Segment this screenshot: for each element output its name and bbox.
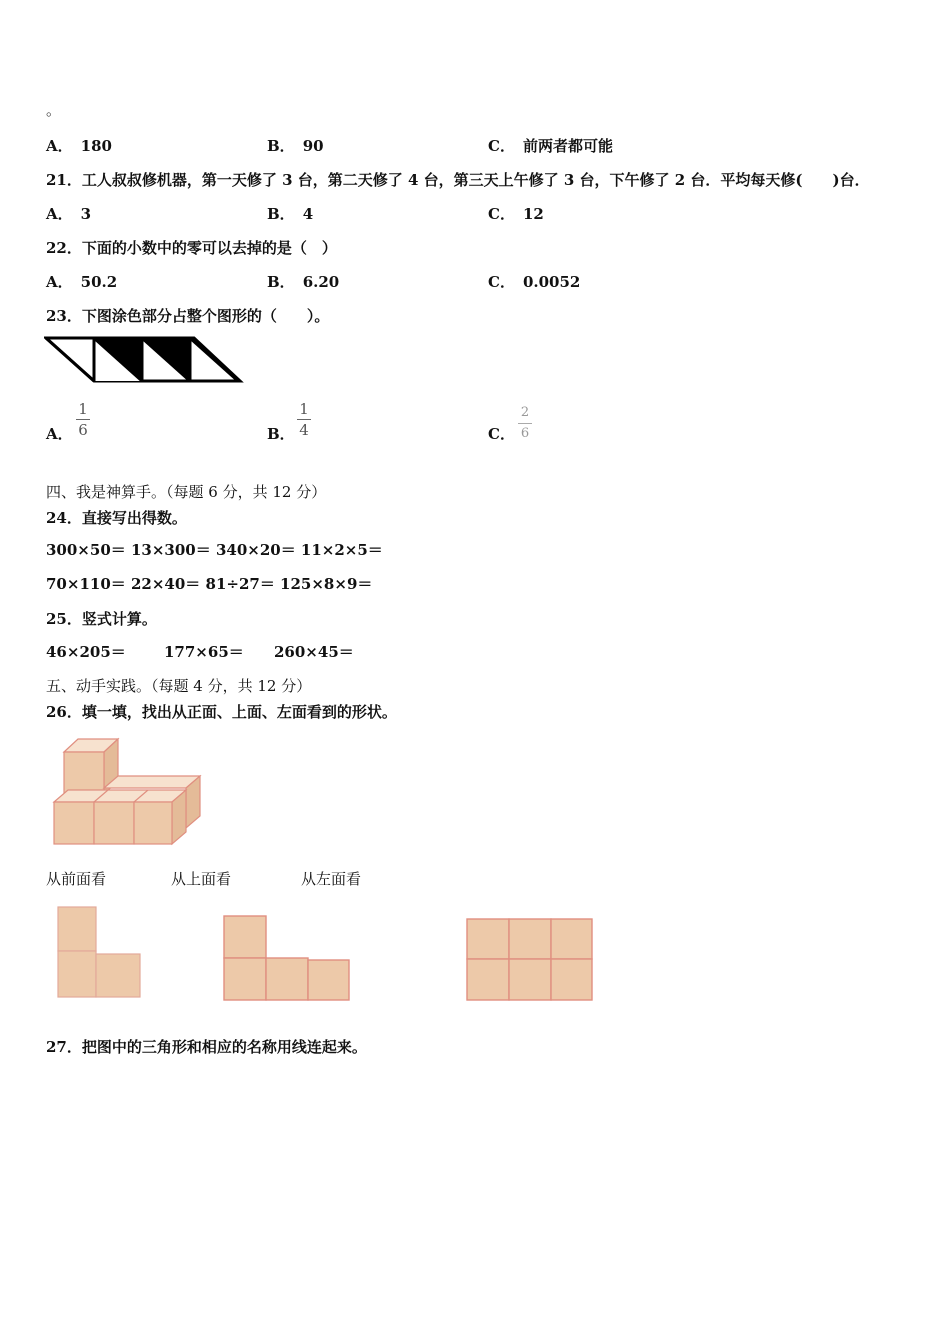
option-text: 12	[522, 205, 544, 223]
option-label: A．	[46, 425, 73, 443]
q23-question: 23．下图涂色部分占整个图形的（ ）。	[46, 307, 330, 325]
q27-question: 27．把图中的三角形和相应的名称用线连起来。	[46, 1038, 367, 1056]
q22-question: 22．下面的小数中的零可以去掉的是（ ）	[46, 239, 337, 257]
option-label: B．	[267, 205, 295, 223]
q26-question: 26．填一填，找出从正面、上面、左面看到的形状。	[46, 703, 397, 721]
option-label: B．	[267, 273, 295, 291]
top-view-shape	[220, 912, 353, 1004]
option-label: C．	[488, 205, 515, 223]
front-view-label: 从前面看	[46, 870, 107, 888]
q21-option-c[interactable]	[488, 204, 544, 224]
q22-option-a[interactable]	[46, 272, 117, 292]
q22-option-c[interactable]	[488, 272, 580, 292]
left-view-label: 从左面看	[301, 870, 362, 888]
q25-expression-2: 177×65＝	[164, 643, 244, 661]
q20-option-b[interactable]	[267, 136, 324, 156]
option-label: A．	[46, 273, 73, 291]
q24-row-2: 70×110＝ 22×40＝ 81÷27＝ 125×8×9＝	[46, 575, 373, 593]
front-view-shape	[54, 904, 144, 1000]
option-text: 前两者都可能	[522, 137, 613, 155]
q21-option-a[interactable]	[46, 204, 91, 224]
option-text: 6.20	[302, 273, 340, 291]
section-four-heading: 四、我是神算手。（每题 6 分，共 12 分）	[46, 483, 327, 501]
left-view-shape	[464, 916, 596, 1004]
option-label: A．	[46, 137, 73, 155]
option-label: C．	[488, 425, 515, 443]
q25-question: 25．竖式计算。	[46, 610, 157, 628]
q20-option-c[interactable]	[488, 136, 613, 156]
q25-expression-3: 260×45＝	[274, 643, 354, 661]
section-five-heading: 五、动手实践。（每题 4 分，共 12 分）	[46, 677, 312, 695]
cube-stack-figure	[48, 736, 206, 848]
fraction-one-sixth: 1 6	[76, 400, 90, 439]
question-tail: 。	[46, 101, 62, 119]
parallelogram-figure	[44, 336, 244, 384]
option-label: B．	[267, 425, 295, 443]
q20-option-a[interactable]	[46, 136, 112, 156]
q25-expression-1: 46×205＝	[46, 643, 126, 661]
q21-option-b[interactable]	[267, 204, 313, 224]
q21-question: 21．工人叔叔修机器，第一天修了 3 台，第二天修了 4 台，第三天上午修了 3 台，下午修了 2 台．平均每天修( )台．	[46, 171, 870, 189]
option-label: C．	[488, 137, 515, 155]
top-view-label: 从上面看	[171, 870, 232, 888]
option-text: 4	[302, 205, 314, 223]
option-label: A．	[46, 205, 73, 223]
option-text: 3	[80, 205, 92, 223]
option-text: 50.2	[80, 273, 118, 291]
option-label: B．	[267, 137, 295, 155]
fraction-one-fourth: 1 4	[297, 400, 311, 439]
fraction-two-sixths: 2 6	[518, 404, 532, 443]
option-text: 0.0052	[522, 273, 581, 291]
q22-option-b[interactable]	[267, 272, 339, 292]
q24-row-1: 300×50＝ 13×300＝ 340×20＝ 11×2×5＝	[46, 541, 383, 559]
q24-question: 24．直接写出得数。	[46, 509, 187, 527]
option-text: 90	[302, 137, 324, 155]
option-text: 180	[80, 137, 112, 155]
option-label: C．	[488, 273, 515, 291]
